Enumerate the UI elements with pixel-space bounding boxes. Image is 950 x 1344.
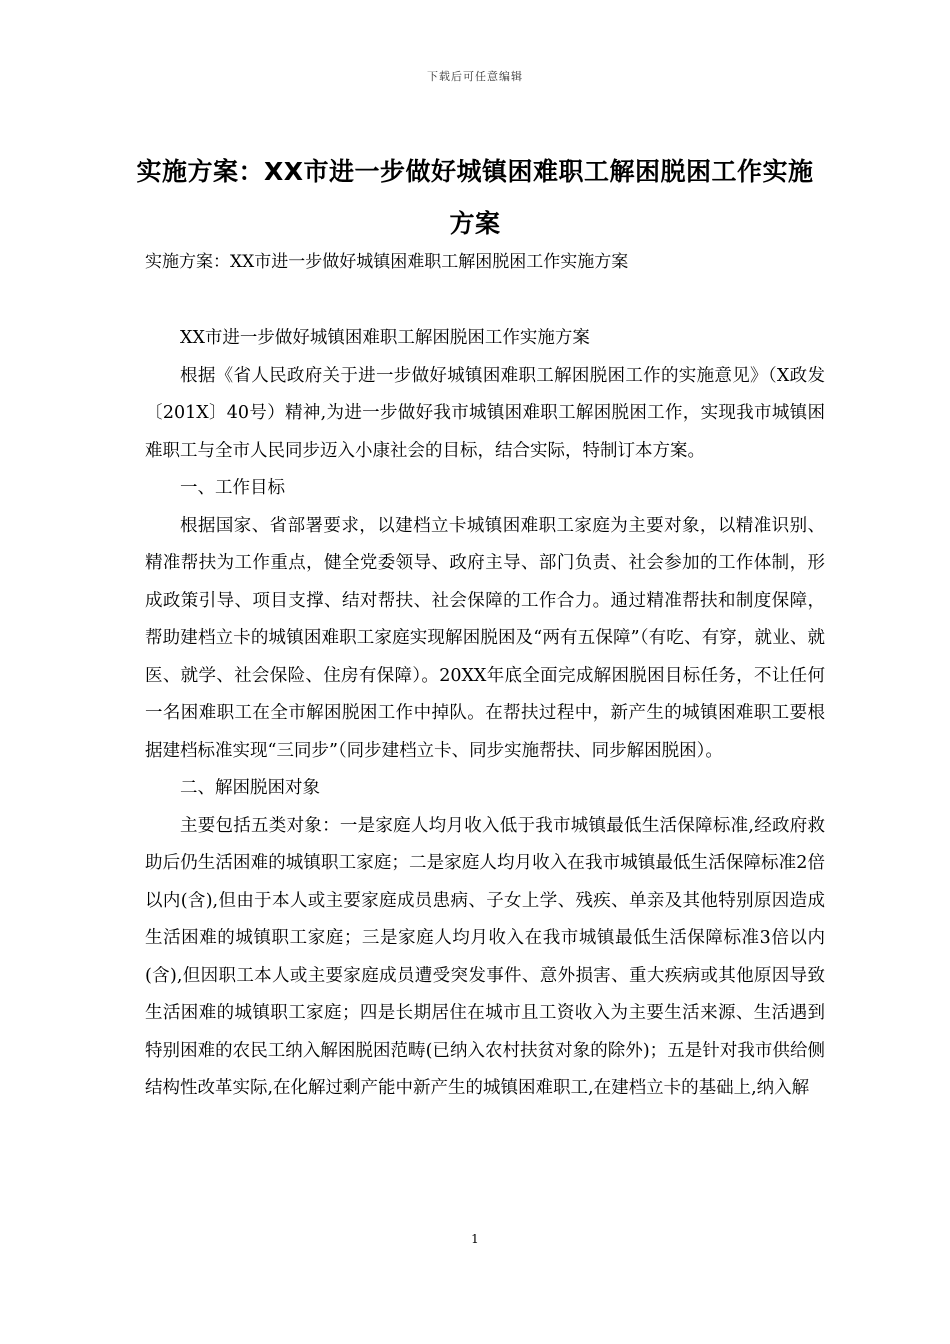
paragraph-intro: 根据《省人民政府关于进一步做好城镇困难职工解困脱困工作的实施意见》（X政发〔201X〕40号）精神,为进一步做好我市城镇困难职工解困脱困工作，实现我市城镇困难职工与全市人民同步迈入小康社会的目标，结合实际，特制订本方案。 — [145, 365, 825, 461]
header-note: 下载后可任意编辑 — [427, 70, 523, 83]
paragraph-goals: 根据国家、省部署要求，以建档立卡城镇困难职工家庭为主要对象，以精准识别、精准帮扶为工作重点，健全党委领导、政府主导、部门负责、社会参加的工作体制，形成政策引导、项目支撑、结对帮扶、社会保障的工作合力。通过精准帮扶和制度保障，帮助建档立卡的城镇困难职工家庭实现解困脱困及“两有五保障”（有吃、有穿，就业、就医、就学、社会保险、住房有保障）。20XX年底全面完成解困脱困目标任务，不让任何一名困难职工在全市解困脱困工作中掉队。在帮扶过程中，新产生的城镇困难职工要根据建档标准实现“三同步”（同步建档立卡、同步实施帮扶、同步解困脱困）。 — [145, 515, 825, 761]
paragraph-targets: 主要包括五类对象：一是家庭人均月收入低于我市城镇最低生活保障标准,经政府救助后仍生活困难的城镇职工家庭；二是家庭人均月收入在我市城镇最低生活保障标准2倍以内(含),但由于本人或主要家庭成员患病、子女上学、残疾、单亲及其他特别原因造成生活困难的城镇职工家庭；三是家庭人均月收入在我市城镇最低生活保障标准3倍以内(含),但因职工本人或主要家庭成员遭受突发事件、意外损害、重大疾病或其他原因导致生活困难的城镇职工家庭；四是长期居住在城市且工资收入为主要生活来源、生活遇到特别困难的农民工纳入解困脱困范畴(已纳入农村扶贫对象的除外)；五是针对我市供给侧结构性改革实际,在化解过剩产能中新产生的城镇困难职工,在建档立卡的基础上,纳入解 — [145, 815, 825, 1098]
document-body — [145, 320, 825, 1108]
document-subtitle: 实施方案：XX市进一步做好城镇困难职工解困脱困工作实施方案 — [145, 252, 629, 272]
section-heading-targets: 二、解困脱困对象 — [180, 778, 320, 798]
document-title: 实施方案：XX市进一步做好城镇困难职工解困脱困工作实施方案 — [136, 157, 814, 238]
page-number: 1 — [471, 1232, 479, 1246]
paragraph-plan-name: XX市进一步做好城镇困难职工解困脱困工作实施方案 — [180, 328, 590, 348]
section-heading-goals: 一、工作目标 — [180, 478, 285, 498]
